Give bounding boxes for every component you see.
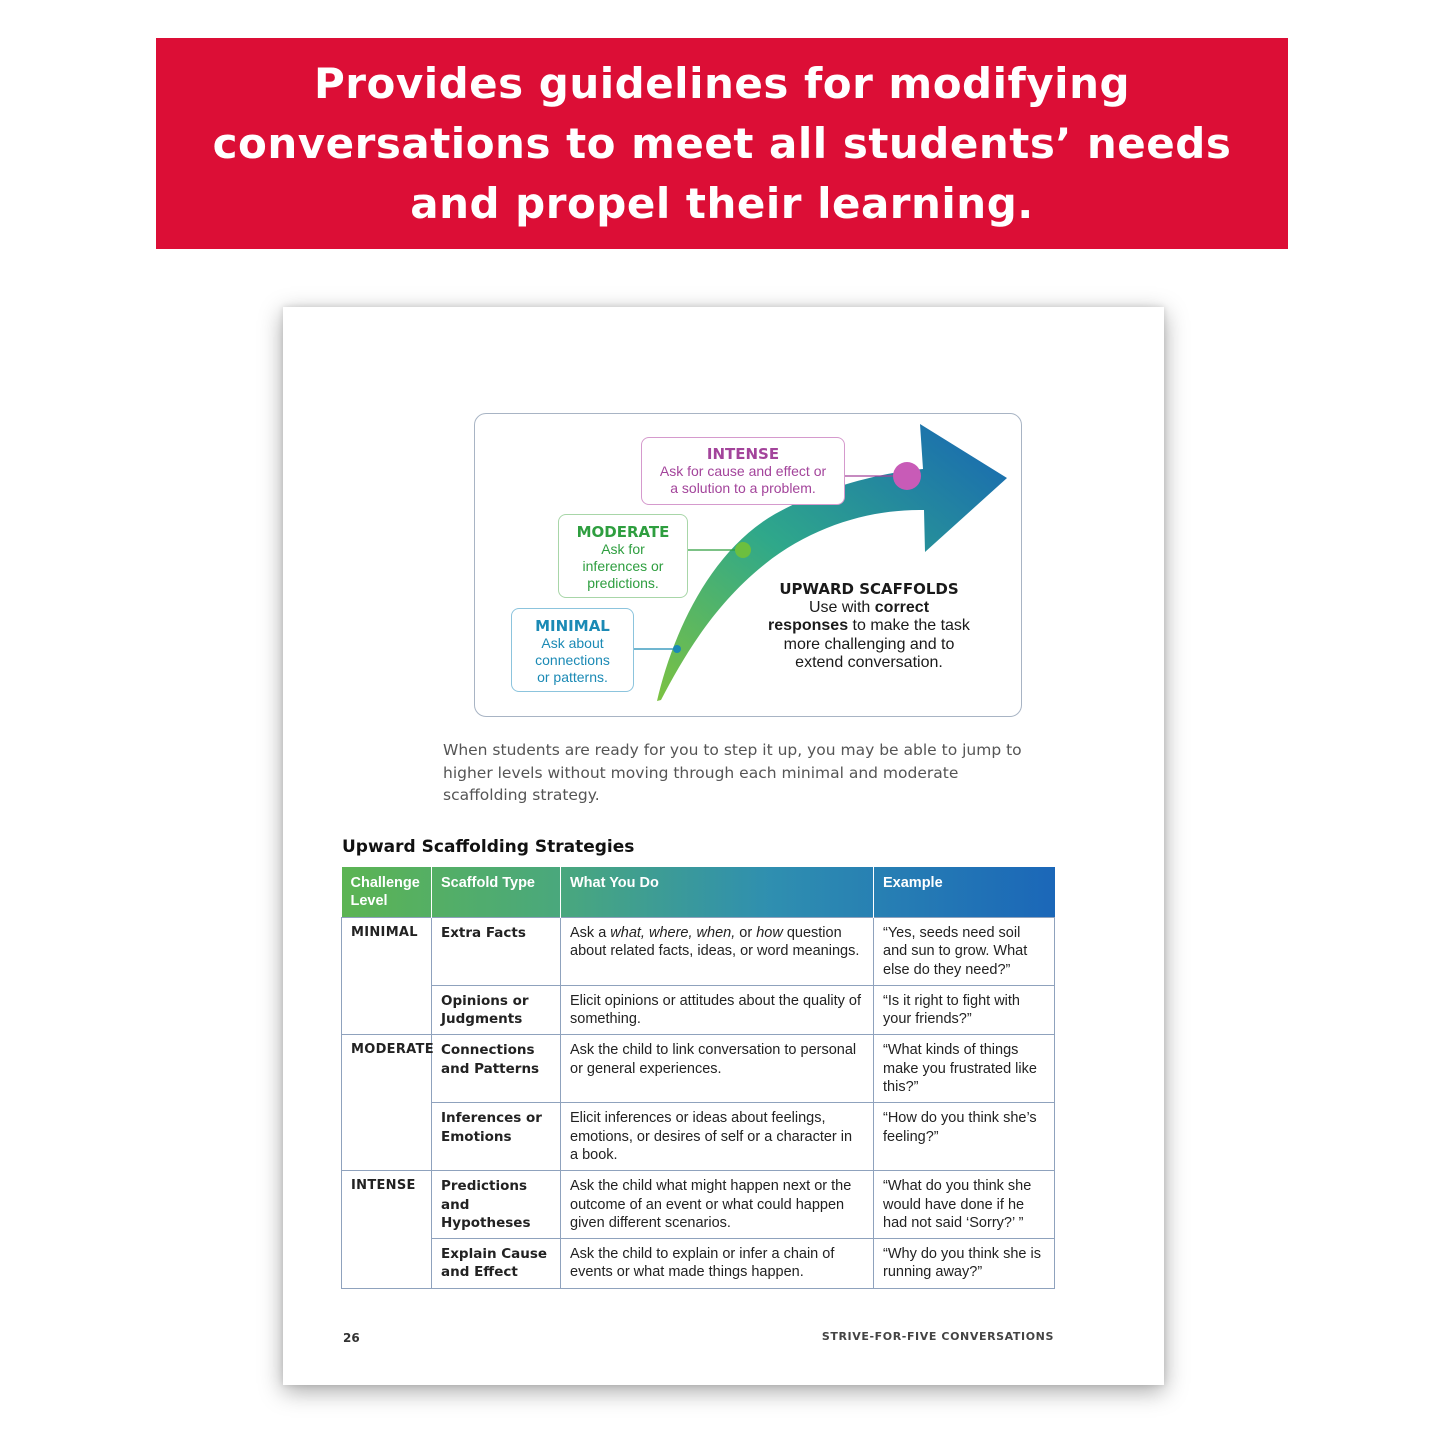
intro-paragraph: When students are ready for you to step it up, you may be able to jump to higher levels without moving through each minimal and moderate scaffolding strategy. (443, 741, 1022, 804)
intense-text: a solution to a problem. (670, 480, 816, 496)
minimal-title: MINIMAL (535, 617, 610, 635)
scaffold-type: Predictions and Hypotheses (432, 1171, 561, 1239)
caption-bold: responses (768, 617, 849, 634)
page-number: 26 (343, 1331, 360, 1345)
what-you-do: Elicit opinions or attitudes about the quality of something. (561, 985, 874, 1035)
minimal-text: or patterns. (537, 669, 608, 685)
example: “What kinds of things make you frustrated like this?” (874, 1035, 1055, 1103)
moderate-box (558, 514, 688, 598)
table-row (342, 1035, 1055, 1103)
upward-scaffolds-diagram (474, 413, 1022, 717)
table-row (342, 1239, 1055, 1289)
what-you-do: Ask a what, where, when, or how question about related facts, ideas, or word meanings. (561, 918, 874, 986)
caption-text: to make the task (848, 617, 970, 634)
scaffold-type: Extra Facts (432, 918, 561, 986)
scaffold-type: Opinions or Judgments (432, 985, 561, 1035)
example: “Yes, seeds need soil and sun to grow. What else do they need?” (874, 918, 1055, 986)
moderate-text: predictions. (587, 575, 659, 591)
example: “Why do you think she is running away?” (874, 1239, 1055, 1289)
example: “Is it right to fight with your friends?” (874, 985, 1055, 1035)
intense-marker-dot (893, 462, 921, 490)
minimal-text: Ask about (541, 635, 604, 651)
moderate-title: MODERATE (576, 523, 670, 541)
example: “How do you think she’s feeling?” (874, 1103, 1055, 1171)
column-header: Challenge Level (342, 867, 432, 918)
what-you-do: Ask the child to explain or infer a chain of events or what made things happen. (561, 1239, 874, 1289)
table-row (342, 1171, 1055, 1239)
caption-bold: correct (874, 598, 930, 616)
what-you-do: Elicit inferences or ideas about feelings, emotions, or desires of self or a character in a book. (561, 1103, 874, 1171)
intense-box (641, 437, 845, 505)
table-header-row (342, 867, 1055, 918)
challenge-level: MODERATE (342, 1035, 432, 1171)
table-title: Upward Scaffolding Strategies (342, 837, 635, 857)
book-page (283, 307, 1164, 1385)
column-header: Scaffold Type (432, 867, 561, 918)
running-footer-title: STRIVE-FOR-FIVE CONVERSATIONS (821, 1330, 1054, 1343)
what-you-do: Ask the child what might happen next or the outcome of an event or what could happen given different scenarios. (561, 1171, 874, 1239)
scaffold-type: Explain Cause and Effect (432, 1239, 561, 1289)
moderate-marker-dot (735, 542, 751, 558)
moderate-text: Ask for (601, 541, 645, 557)
headline-line: Provides guidelines for modifying (313, 58, 1131, 108)
scaffold-type: Inferences or Emotions (432, 1103, 561, 1171)
minimal-text: connections (535, 652, 610, 668)
challenge-level: MINIMAL (342, 918, 432, 1035)
table-row (342, 985, 1055, 1035)
caption-text: more challenging and to (783, 635, 955, 653)
intense-text: Ask for cause and effect or (659, 463, 827, 479)
what-you-do: Ask the child to link conversation to personal or general experiences. (561, 1035, 874, 1103)
example: “What do you think she would have done if he had not said ‘Sorry?’ ” (874, 1171, 1055, 1239)
headline-line: and propel their learning. (410, 178, 1034, 228)
table-row (342, 918, 1055, 986)
headline-line: conversations to meet all students’ needs (212, 118, 1232, 168)
table-row (342, 1103, 1055, 1171)
moderate-text: inferences or (582, 558, 664, 574)
minimal-box (511, 608, 634, 692)
minimal-marker-dot (673, 645, 681, 653)
caption-text: Use with (808, 598, 875, 616)
column-header: Example (883, 875, 943, 891)
scaffold-type: Connections and Patterns (432, 1035, 561, 1103)
upward-scaffolds-caption (759, 580, 979, 673)
scaffolding-strategies-table (341, 867, 1055, 1289)
caption-text: extend conversation. (795, 654, 943, 671)
challenge-level: INTENSE (342, 1171, 432, 1288)
intense-title: INTENSE (706, 445, 780, 463)
column-header: What You Do (561, 867, 874, 918)
headline-banner (156, 38, 1288, 249)
upward-scaffolds-heading: UPWARD SCAFFOLDS (779, 580, 959, 598)
